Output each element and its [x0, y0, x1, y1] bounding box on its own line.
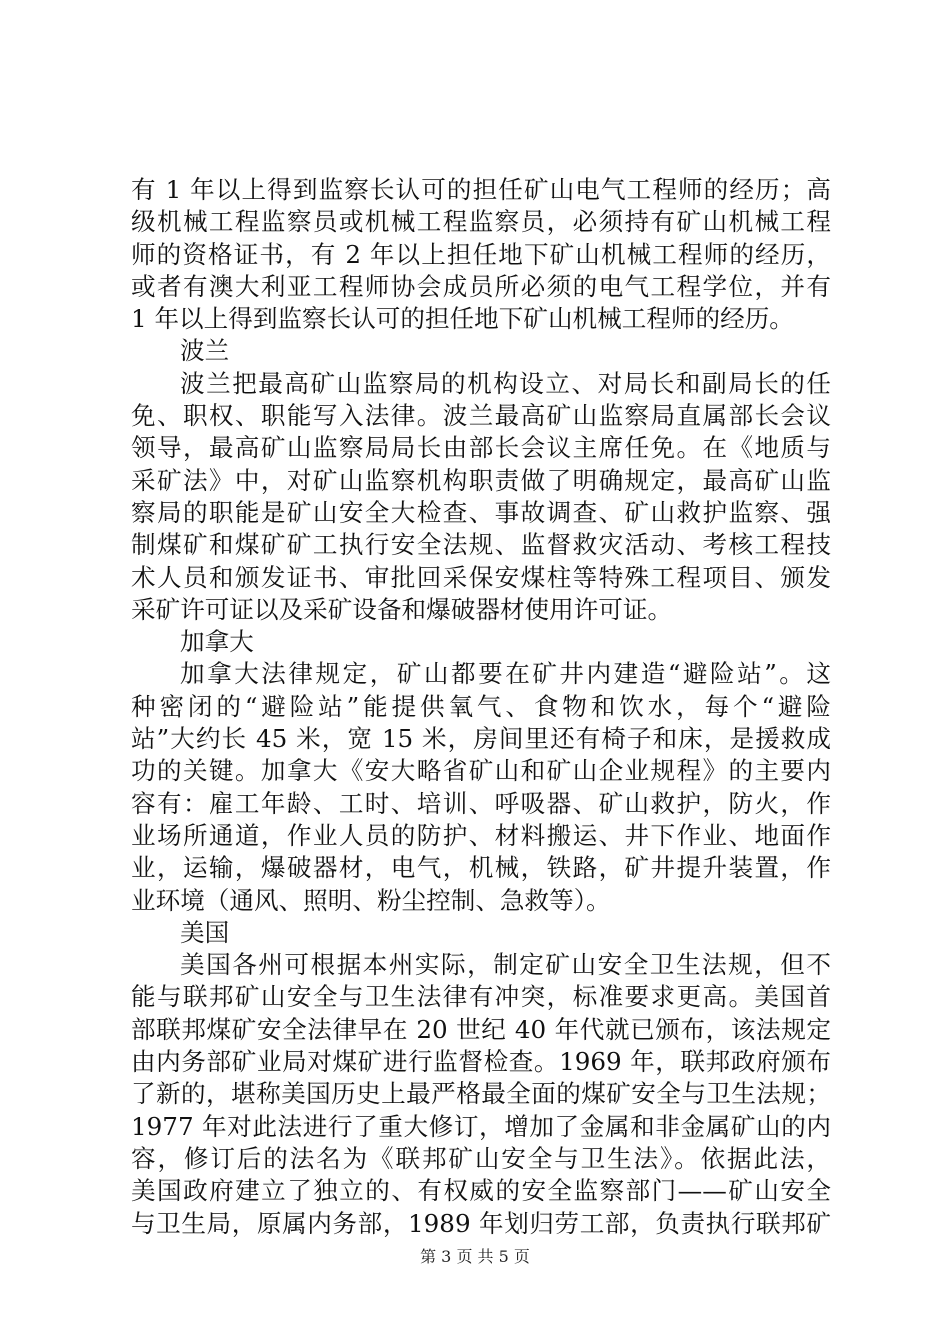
text-line: 免、职权、职能写入法律。波兰最高矿山监察局直属部长会议	[131, 401, 831, 431]
text-line: 美国政府建立了独立的、有权威的安全监察部门——矿山安全	[131, 1176, 831, 1206]
text-line: 加拿大法律规定，矿山都要在矿井内建造“避险站”。这	[180, 659, 831, 689]
text-line: 波兰把最高矿山监察局的机构设立、对局长和副局长的任	[180, 368, 831, 398]
text-line: 站”大约长 45 米，宽 15 米，房间里还有椅子和床，是援救成	[131, 724, 831, 754]
text-line: 能与联邦矿山安全与卫生法律有冲突，标准要求更高。美国首	[131, 982, 831, 1012]
text-line: 美国各州可根据本州实际，制定矿山安全卫生法规，但不	[180, 950, 831, 980]
paragraph-canada	[131, 658, 831, 916]
text-line: 容有：雇工年龄、工时、培训、呼吸器、矿山救护，防火，作	[131, 788, 831, 818]
text-line: 部联邦煤矿安全法律早在 20 世纪 40 年代就已颁布，该法规定	[131, 1014, 831, 1044]
text-line: 采矿法》中，对矿山监察机构职责做了明确规定，最高矿山监	[131, 465, 831, 495]
paragraph-usa	[131, 949, 831, 1240]
text-line: 术人员和颁发证书、审批回采保安煤柱等特殊工程项目、颁发	[131, 562, 831, 592]
text-line: 领导，最高矿山监察局局长由部长会议主席任免。在《地质与	[131, 433, 831, 463]
text-line: 有 1 年以上得到监察长认可的担任矿山电气工程师的经历；高	[131, 175, 831, 204]
section-heading-usa: 美国	[180, 917, 230, 947]
text-line: 业，运输，爆破器材，电气，机械，铁路，矿井提升装置，作	[131, 853, 831, 883]
text-line: 察局的职能是矿山安全大检查、事故调查、矿山救护监察、强	[131, 497, 831, 527]
page-number-footer: 第 3 页 共 5 页	[420, 1247, 530, 1266]
text-line: 级机械工程监察员或机械工程监察员，必须持有矿山机械工程	[131, 207, 831, 237]
text-line: 采矿许可证以及采矿设备和爆破器材使用许可证。	[131, 594, 673, 624]
text-line: 功的关键。加拿大《安大略省矿山和矿山企业规程》的主要内	[131, 756, 831, 786]
text-line: 了新的，堪称美国历史上最严格最全面的煤矿安全与卫生法规；	[131, 1079, 831, 1109]
text-line: 与卫生局，原属内务部，1989 年划归劳工部，负责执行联邦矿	[131, 1208, 831, 1238]
text-line: 业环境（通风、照明、粉尘控制、急救等）。	[131, 885, 611, 915]
paragraph-poland	[131, 368, 831, 626]
text-line: 由内务部矿业局对煤矿进行监督检查。1969 年，联邦政府颁布	[131, 1047, 831, 1077]
text-line: 1977 年对此法进行了重大修订，增加了金属和非金属矿山的内	[131, 1111, 831, 1141]
text-line: 种密闭的“避险站”能提供氧气、食物和饮水，每个“避险	[131, 691, 831, 721]
text-line: 容，修订后的法名为《联邦矿山安全与卫生法》。依据此法，	[131, 1143, 831, 1173]
text-line: 1 年以上得到监察长认可的担任地下矿山机械工程师的经历。	[131, 304, 794, 334]
text-line: 或者有澳大利亚工程师协会成员所必须的电气工程学位，并有	[131, 271, 831, 301]
section-heading-poland: 波兰	[180, 336, 230, 366]
text-line: 师的资格证书，有 2 年以上担任地下矿山机械工程师的经历，	[131, 239, 831, 269]
text-line: 制煤矿和煤矿矿工执行安全法规、监督救灾活动、考核工程技	[131, 530, 831, 560]
text-line: 业场所通道，作业人员的防护、材料搬运、井下作业、地面作	[131, 820, 831, 850]
section-heading-canada: 加拿大	[180, 627, 254, 657]
paragraph-australia-continued	[131, 174, 831, 335]
document-body	[131, 174, 831, 1240]
